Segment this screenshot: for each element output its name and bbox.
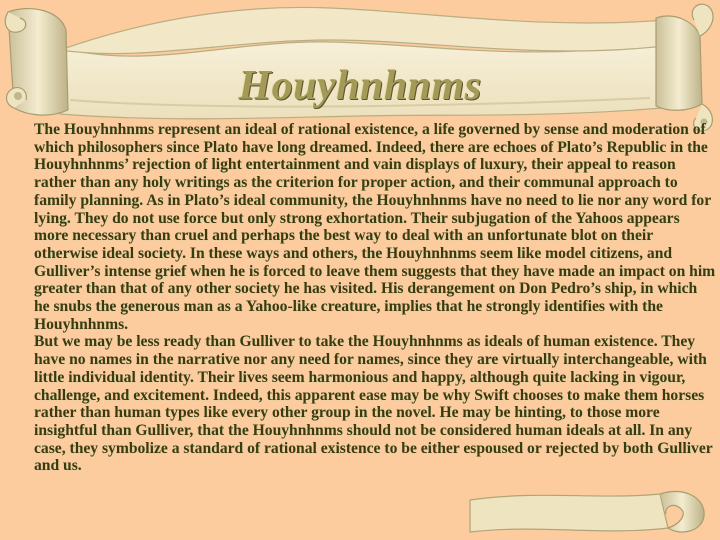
slide-title: Houyhnhnms: [238, 63, 482, 109]
paragraph-1: The Houyhnhnms represent an ideal of rational existence, a life governed by sense and moderation of which philosophers since Plato have long dreamed. Indeed, there are echoes of Plato’s Republic in the Houyhnhnms’ rejection of light entertainment and vain displays of luxury, their appeal to reason rather than any holy writings as the criterion for proper action, and their communal approach to family planning. As in Plato’s ideal community, the Houyhnhnms have no need to lie nor any word for lying. They do not use force but only strong exhortation. Their subjugation of the Yahoos appears more necessary than cruel and perhaps the best way to deal with an unfortunate blot on their otherwise ideal society. In these ways and others, the Houyhnhnms seem like model citizens, and Gulliver’s intense grief when he is forced to leave them suggests that they have made an impact on him greater than that of any other society he has visited. His derangement on Don Pedro’s ship, in which he snubs the generous man as a Yahoo-like creature, implies that he strongly identifies with the Houyhnhnms.: [34, 121, 716, 333]
body-text: [34, 121, 716, 475]
scroll-bottom-curl: [470, 491, 704, 532]
paragraph-2: But we may be less ready than Gulliver to take the Houyhnhnms as ideals of human existence. They have no names in the narrative nor any need for names, since they are virtually interchangeable, with little individual identity. Their lives seem harmonious and happy, although quite lacking in vigour, challenge, and excitement. Indeed, this apparent ease may be why Swift chooses to make them horses rather than human types like every other group in the novel. He may be hinting, to those more insightful than Gulliver, that the Houyhnhnms should not be considered human ideals at all. In any case, they symbolize a standard of rational existence to be either espoused or rejected by both Gulliver and us.: [34, 333, 713, 475]
